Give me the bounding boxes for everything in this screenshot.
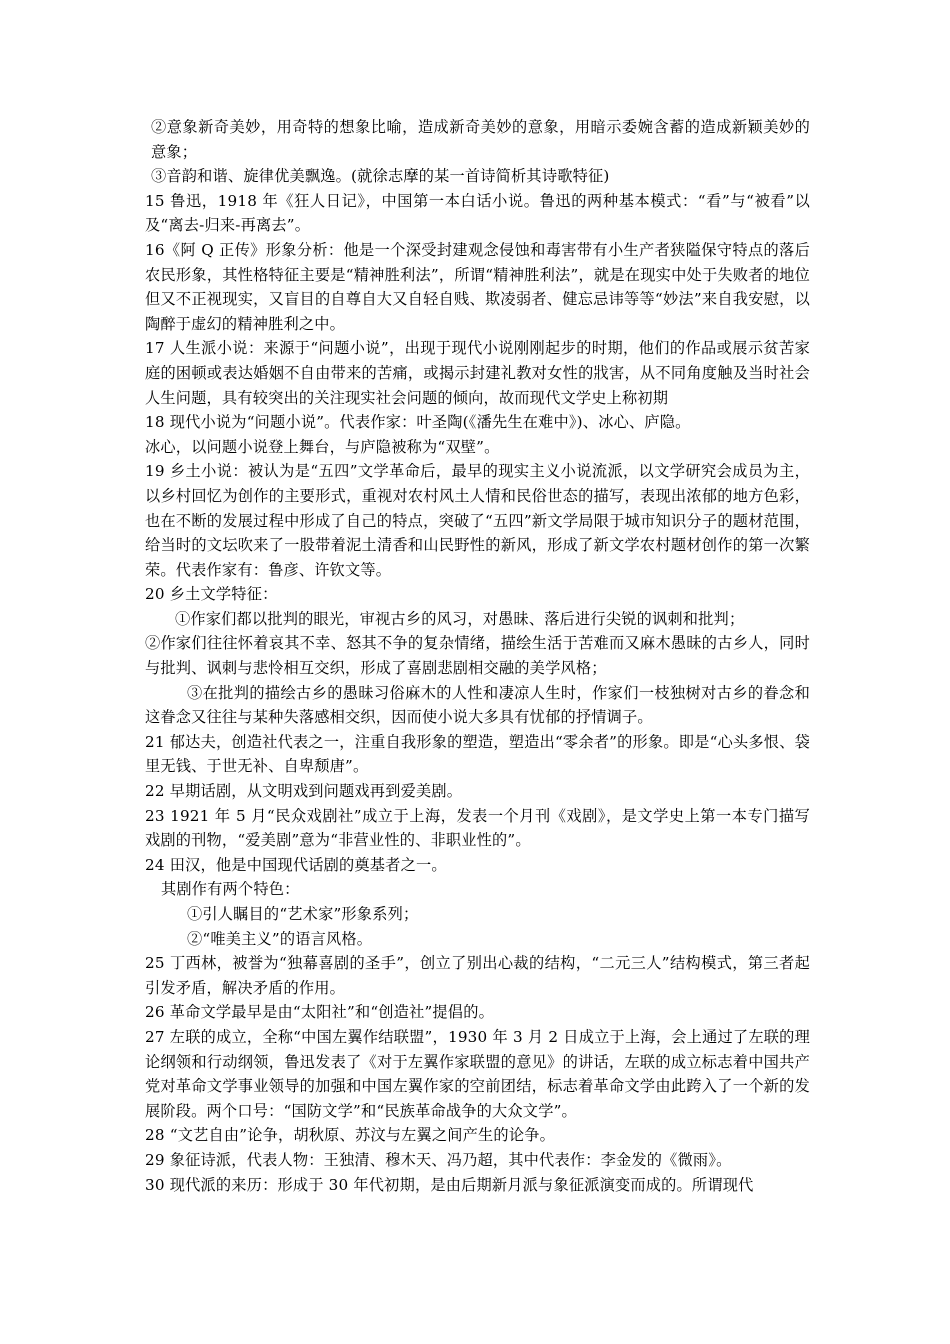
paragraph-rhythm: ③音韵和谐、旋律优美飘逸。(就徐志摩的某一首诗简析其诗歌特征) (151, 167, 610, 186)
paragraph-21: 21 郁达夫，创造社代表之一，注重自我形象的塑造，塑造出“零余者”的形象。即是“心头多恨、袋里无钱、于世无补、自卑颓唐”。 (145, 732, 810, 776)
paragraph-20: 20 乡土文学特征： (145, 585, 278, 604)
paragraph-23: 23 1921 年 5 月“民众戏剧社”成立于上海，发表一个月刊《戏剧》，是文学史上第一本专门描写戏剧的刊物，“爱美剧”意为“非营业性的、非职业性的”。 (145, 806, 810, 850)
paragraph-18: 18 现代小说为“问题小说”。代表作家：叶圣陶(《潘先生在难中》)、冰心、庐隐。 (145, 413, 691, 432)
paragraph-16: 16《阿 Q 正传》形象分析：他是一个深受封建观念侵蚀和毒害带有小生产者狭隘保守特点的落后农民形象，其性格特征主要是“精神胜利法”，所谓“精神胜利法”，就是在现实中处于失败者的地位但又不正视现实，又盲目的自尊自大又自轻自贱、欺凌弱者、健忘忌讳等等“妙法”来自我安慰，以陶醉于虚幻的精神胜利之中。 (145, 240, 810, 333)
paragraph-30: 30 现代派的来历：形成于 30 年代初期，是由后期新月派与象征派演变而成的。所谓现代 (145, 1175, 754, 1194)
paragraph-20-point-1: ①作家们都以批判的眼光，审视古乡的风习，对愚昧、落后进行尖锐的讽刺和批判； (175, 609, 745, 628)
paragraph-24-features: 其剧作有两个特色： (161, 880, 300, 899)
paragraph-15: 15 鲁迅，1918 年《狂人日记》，中国第一本白话小说。鲁迅的两种基本模式：“看”与“被看”以及“离去-归来-再离去”。 (145, 191, 810, 235)
paragraph-24-feature-2: ②“唯美主义”的语言风格。 (187, 929, 373, 948)
paragraph-24: 24 田汉，他是中国现代话剧的奠基者之一。 (145, 855, 447, 874)
document-body (145, 115, 810, 1197)
paragraph-24-feature-1: ①引人瞩目的“艺术家”形象系列； (187, 905, 419, 923)
paragraph-20-point-2: ②作家们往往怀着哀其不幸、怒其不争的复杂情绪，描绘生活于苦难而又麻木愚昧的古乡人，同时与批判、讽刺与悲怜相互交织，形成了喜剧悲剧相交融的美学风格； (145, 634, 810, 678)
paragraph-27: 27 左联的成立，全称“中国左翼作结联盟”，1930 年 3 月 2 日成立于上海，会上通过了左联的理论纲领和行动纲领，鲁迅发表了《对于左翼作家联盟的意见》的讲话，左联的成立标志着中国共产党对革命文学事业领导的加强和中国左翼作家的空前团结，标志着革命文学由此跨入了一个新的发展阶段。两个口号：“国防文学”和“民族革命战争的大众文学”。 (145, 1027, 810, 1120)
paragraph-26: 26 革命文学最早是由“太阳社”和“创造社”提倡的。 (145, 1003, 494, 1022)
paragraph-22: 22 早期话剧，从文明戏到问题戏再到爱美剧。 (145, 782, 463, 801)
paragraph-17: 17 人生派小说：来源于“问题小说”，出现于现代小说刚刚起步的时期，他们的作品或展示贫苦家庭的困顿或表达婚姻不自由带来的苦痛，或揭示封建礼教对女性的戕害，从不同角度触及当时社会人生问题，具有较突出的关注现实社会问题的倾向，故而现代文学史上称初期 (145, 339, 810, 407)
paragraph-bingxin: 冰心，以问题小说登上舞台，与庐隐被称为“双壁”。 (145, 437, 500, 456)
paragraph-19: 19 乡土小说：被认为是“五四”文学革命后，最早的现实主义小说流派，以文学研究会成员为主，以乡村回忆为创作的主要形式，重视对农村风土人情和民俗世态的描写，表现出浓郁的地方色彩，也在不断的发展过程中形成了自己的特点，突破了“五四”新文学局限于城市知识分子的题材范围，给当时的文坛吹来了一股带着泥土清香和山民野性的新风，形成了新文学农村题材创作的第一次繁荣。代表作家有：鲁彦、许钦文等。 (145, 462, 810, 579)
paragraph-20-point-3: ③在批判的描绘古乡的愚昧习俗麻木的人性和凄凉人生时，作家们一枝独树对古乡的眷念和这眷念又往往与某种失落感相交织，因而使小说大多具有忧郁的抒情调子。 (145, 683, 810, 727)
paragraph-29: 29 象征诗派，代表人物：王独清、穆木天、冯乃超，其中代表作：李金发的《微雨》。 (145, 1150, 732, 1169)
paragraph-25: 25 丁西林，被誉为“独幕喜剧的圣手”，创立了别出心裁的结构，“二元三人”结构模式，第三者起引发矛盾，解决矛盾的作用。 (145, 954, 810, 997)
paragraph-28: 28 “文艺自由”论争，胡秋原、苏汶与左翼之间产生的论争。 (145, 1126, 555, 1145)
paragraph-imagery: ②意象新奇美妙，用奇特的想象比喻，造成新奇美妙的意象，用暗示委婉含蓄的造成新颖美妙的意象； (151, 118, 810, 161)
